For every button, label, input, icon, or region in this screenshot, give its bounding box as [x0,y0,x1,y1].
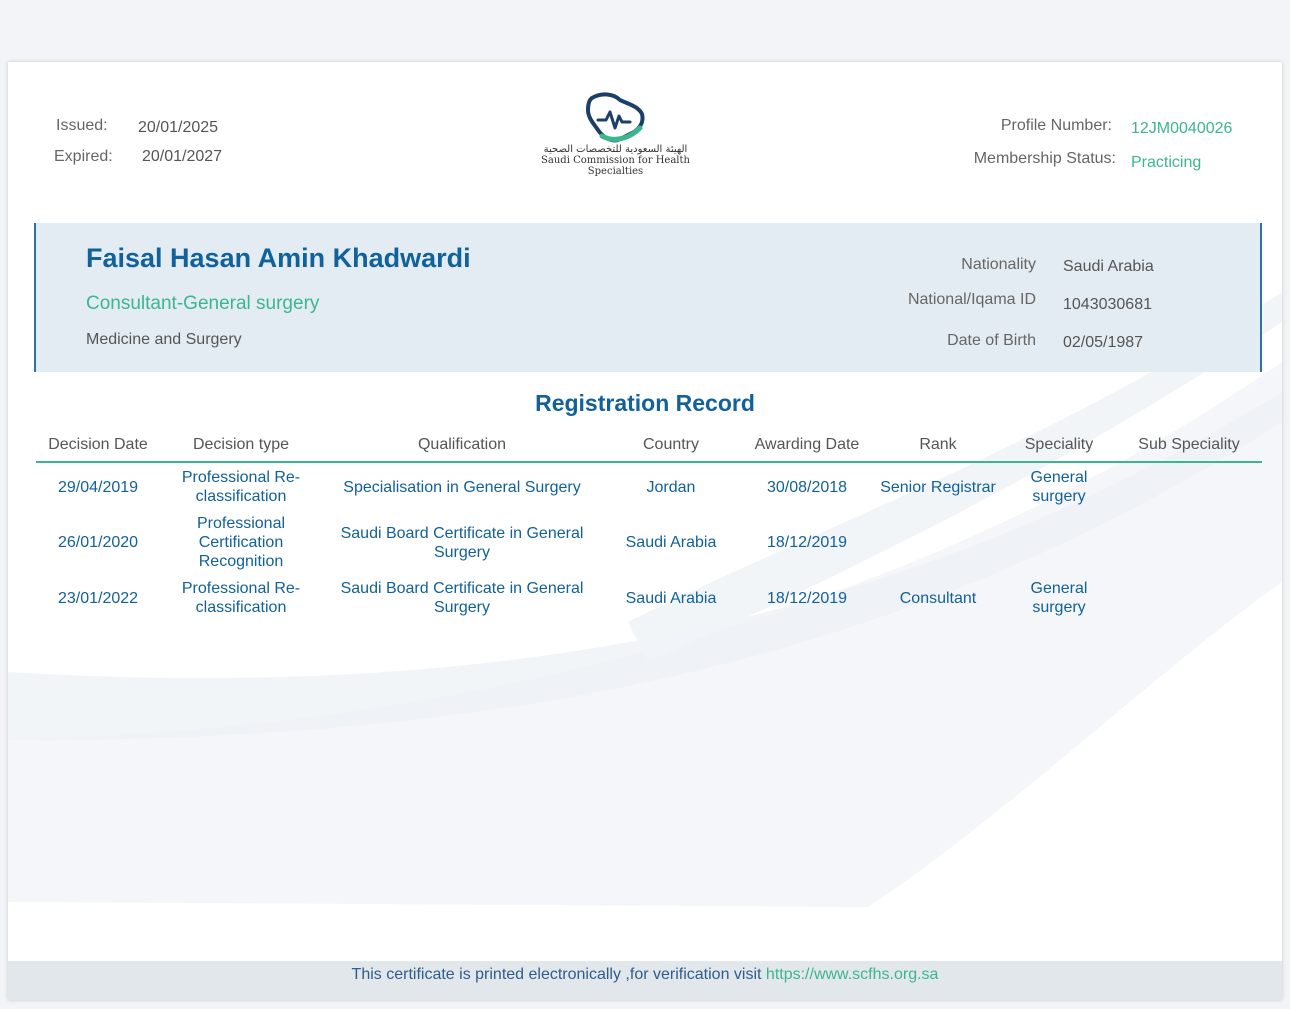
membership-status-value: Practicing [1131,154,1202,171]
decision-date-cell: 29/04/2019 [57,478,139,496]
issued-label: Issued: [56,117,108,134]
column-header: Awarding Date [740,430,874,462]
awarding-date-cell: 30/08/2018 [766,478,848,496]
practitioner-name: Faisal Hasan Amin Khadwardi [86,243,471,273]
rank-cell: Senior Registrar [880,478,996,496]
dob-label: Date of Birth [947,332,1036,349]
country-cell: Jordan [646,478,696,496]
decision-date-cell: 23/01/2022 [57,589,139,607]
nationality-value: Saudi Arabia [1063,258,1154,275]
saudi-map-heartbeat-icon [584,92,648,144]
expired-label: Expired: [54,148,113,165]
profile-number-label: Profile Number: [1000,117,1112,134]
registration-table [36,430,1262,622]
qualification-cell: Saudi Board Certificate in General Surgery [340,580,584,616]
column-header: Decision type [160,430,322,462]
decision-type-cell: Professional Certification Recognition [196,515,286,570]
speciality-cell: General surgery [1030,580,1088,616]
speciality-cell [1002,511,1116,574]
practitioner-title: Consultant-General surgery [86,293,320,314]
membership-status-label: Membership Status: [973,150,1116,167]
scfhs-logo [513,92,718,182]
table-row [36,462,1262,511]
practitioner-department: Medicine and Surgery [86,331,242,348]
awarding-date-cell: 18/12/2019 [766,534,848,551]
verification-link[interactable]: https://www.scfhs.org.sa [765,966,939,983]
dob-value: 02/05/1987 [1063,334,1144,351]
verification-footer [8,961,1282,1000]
sub-speciality-cell [1116,462,1262,511]
qualification-cell: Specialisation in General Surgery [343,478,581,496]
awarding-date-cell: 18/12/2019 [766,589,848,607]
table-row [36,511,1262,574]
speciality-cell: General surgery [1030,469,1088,505]
logo-english-text: Saudi Commission for Health Specialties [541,155,690,177]
column-header: Country [602,430,740,462]
sub-speciality-cell [1116,511,1262,574]
country-cell: Saudi Arabia [625,589,717,607]
decision-type-cell: Professional Re-classification [181,580,301,616]
column-header: Decision Date [36,430,160,462]
expired-date: 20/01/2027 [142,148,223,165]
rank-cell: Consultant [899,589,977,607]
decision-type-cell: Professional Re-classification [181,469,301,505]
logo-arabic-text: الهيئة السعودية للتخصصات الصحية [543,144,688,155]
qualification-cell: Saudi Board Certificate in General Surgery [340,524,584,561]
issued-date: 20/01/2025 [138,119,219,136]
column-header: Speciality [1002,430,1116,462]
table-row [36,574,1262,622]
profile-number-value: 12JM0040026 [1131,120,1233,137]
column-header: Sub Speciality [1116,430,1262,462]
registration-record-title: Registration Record [535,390,755,416]
table-header-row [36,430,1262,462]
footer-text: This certificate is printed electronically ,for verification visit [351,966,766,983]
national-id-label: National/Iqama ID [907,291,1036,308]
country-cell: Saudi Arabia [625,534,717,551]
decision-date-cell: 26/01/2020 [57,534,139,551]
national-id-value: 1043030681 [1063,296,1152,313]
column-header: Rank [874,430,1002,462]
nationality-label: Nationality [961,256,1036,273]
certificate-card [8,62,1282,1000]
rank-cell [874,511,1002,574]
profile-panel [34,223,1262,372]
sub-speciality-cell [1116,574,1262,622]
column-header: Qualification [322,430,602,462]
